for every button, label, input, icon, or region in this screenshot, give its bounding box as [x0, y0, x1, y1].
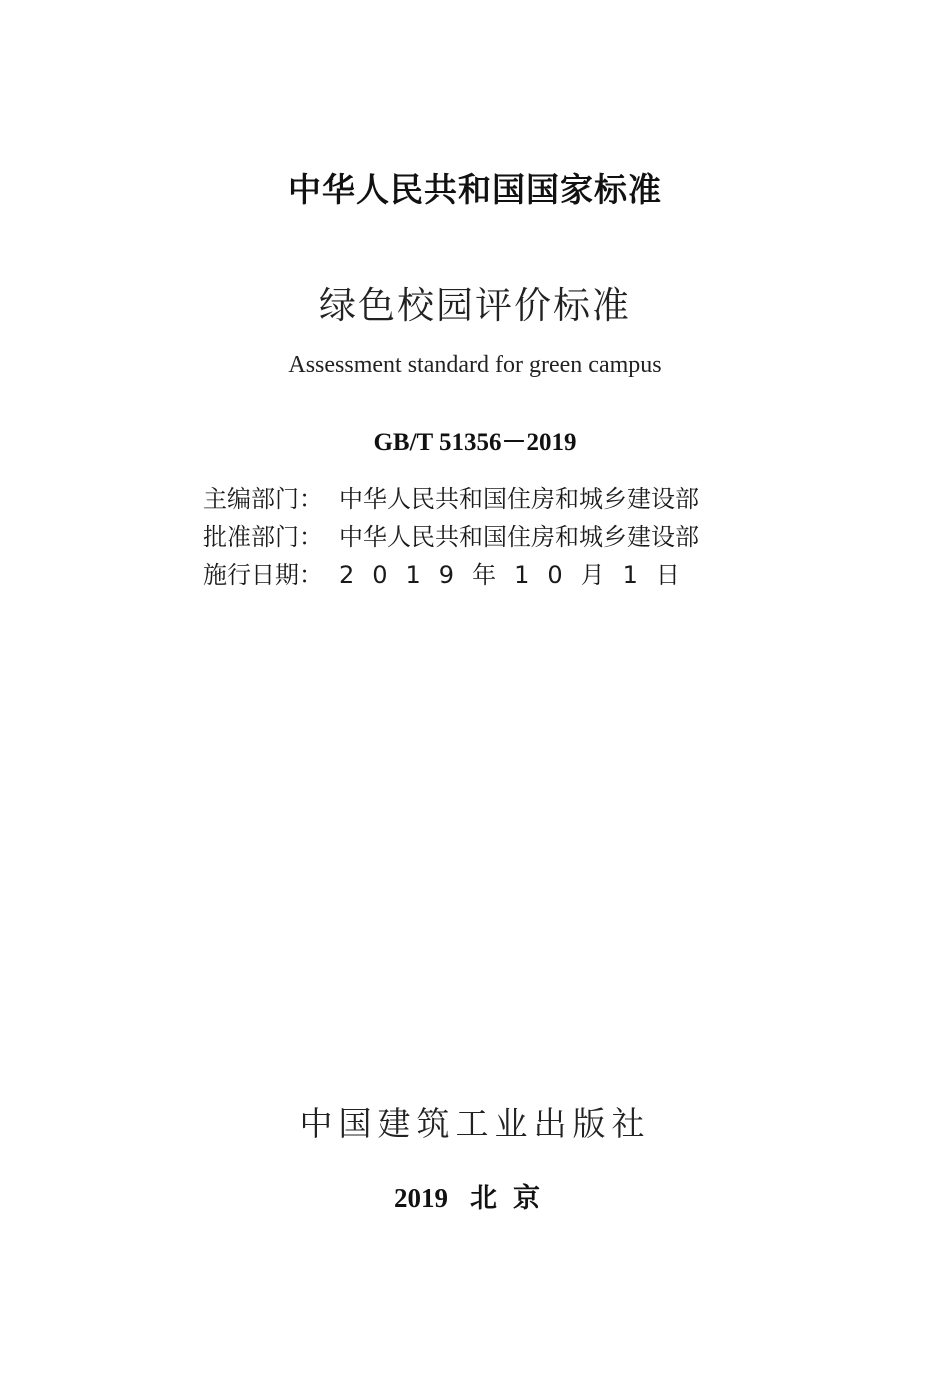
effective-date-row	[203, 556, 699, 594]
editor-label: 主编部门：	[203, 485, 323, 513]
approver-value: 中华人民共和国住房和城乡建设部	[339, 523, 699, 551]
standard-code: GB/T 51356－2019	[373, 429, 577, 456]
series-title: 中华人民共和国国家标准	[288, 170, 662, 209]
document-title-english: Assessment standard for green campus	[288, 352, 662, 378]
editor-value: 中华人民共和国住房和城乡建设部	[339, 485, 699, 513]
imprint-city: 北京	[470, 1183, 556, 1214]
publisher-name: 中国建筑工业出版社	[299, 1104, 651, 1143]
document-title-chinese: 绿色校园评价标准	[319, 284, 631, 327]
approver-row	[203, 518, 699, 556]
editor-row	[203, 480, 699, 518]
imprint	[0, 1176, 950, 1215]
issuing-info	[203, 480, 699, 594]
approver-label: 批准部门：	[203, 523, 323, 551]
imprint-year: 2019	[394, 1183, 448, 1213]
effective-date-value: 2019年10月1日	[339, 561, 698, 589]
effective-date-label: 施行日期：	[203, 561, 323, 589]
